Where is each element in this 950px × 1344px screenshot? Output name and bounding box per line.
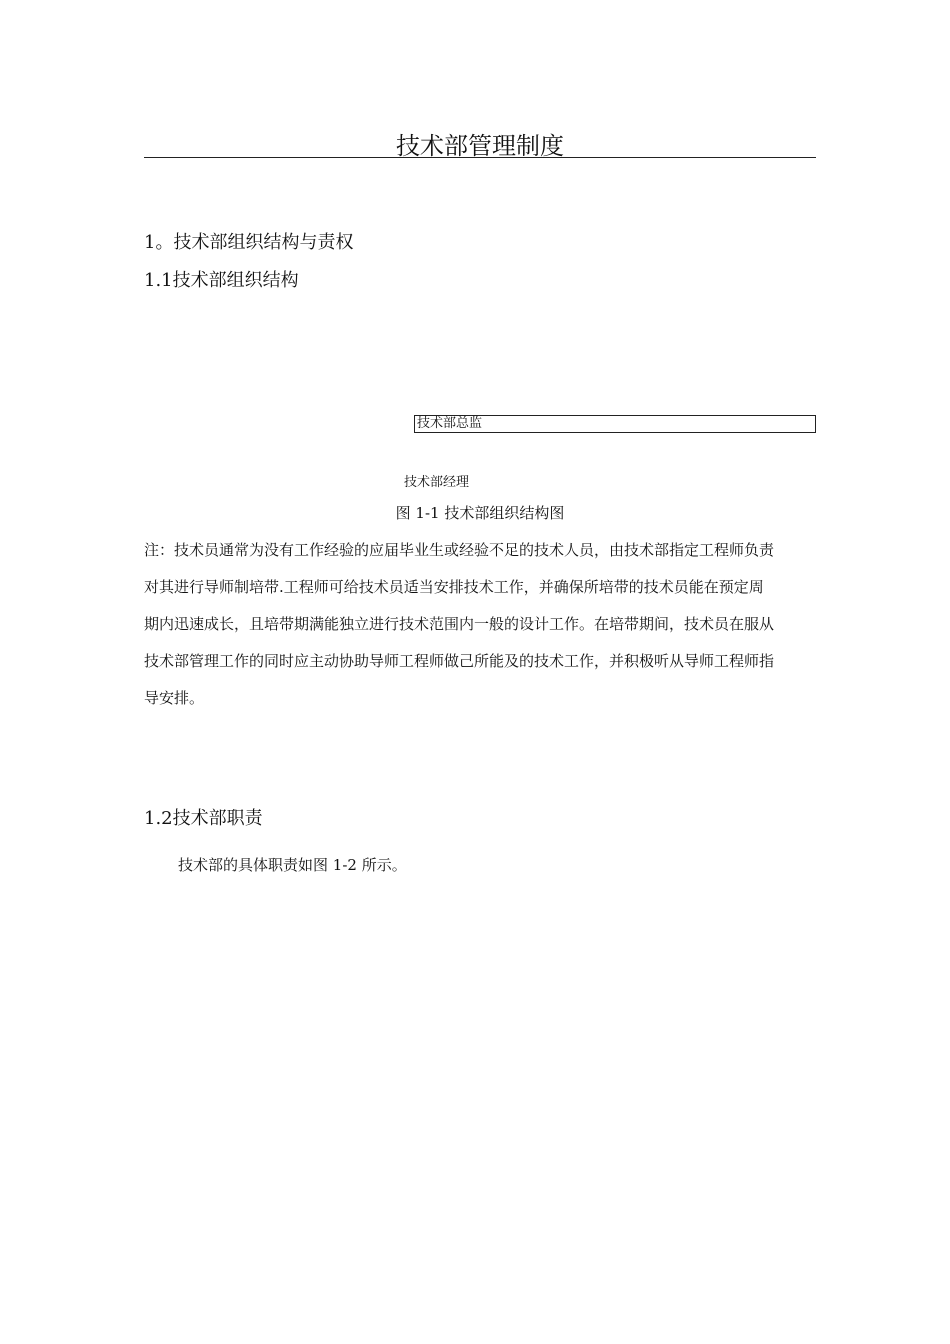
note-line: 导安排。	[144, 689, 205, 707]
org-chart-director-label: 技术部总监	[417, 416, 483, 431]
note-line: 技术部管理工作的同时应主动协助导师工程师做己所能及的技术工作，并积极听从导师工程师指	[144, 652, 775, 670]
title-underline	[144, 157, 816, 158]
section-1-1-heading: 1.1技术部组织结构	[144, 270, 299, 291]
note-line: 期内迅速成长，且培带期满能独立进行技术范围内一般的设计工作。在培带期间，技术员在服从	[144, 615, 775, 633]
note-line: 注：技术员通常为没有工作经验的应届毕业生或经验不足的技术人员，由技术部指定工程师负责	[144, 541, 775, 559]
section-1-2-heading: 1.2技术部职责	[144, 808, 263, 829]
section-1-heading: 1。技术部组织结构与责权	[144, 232, 354, 253]
figure-caption: 图 1-1 技术部组织结构图	[395, 504, 565, 522]
section-1-2-body: 技术部的具体职责如图 1-2 所示。	[178, 856, 407, 874]
org-chart-manager-label: 技术部经理	[404, 475, 470, 490]
document-title: 技术部管理制度	[396, 132, 564, 160]
note-line: 对其进行导师制培带.工程师可给技术员适当安排技术工作，并确保所培带的技术员能在预定周	[144, 578, 764, 596]
org-chart-director-box	[414, 415, 816, 433]
